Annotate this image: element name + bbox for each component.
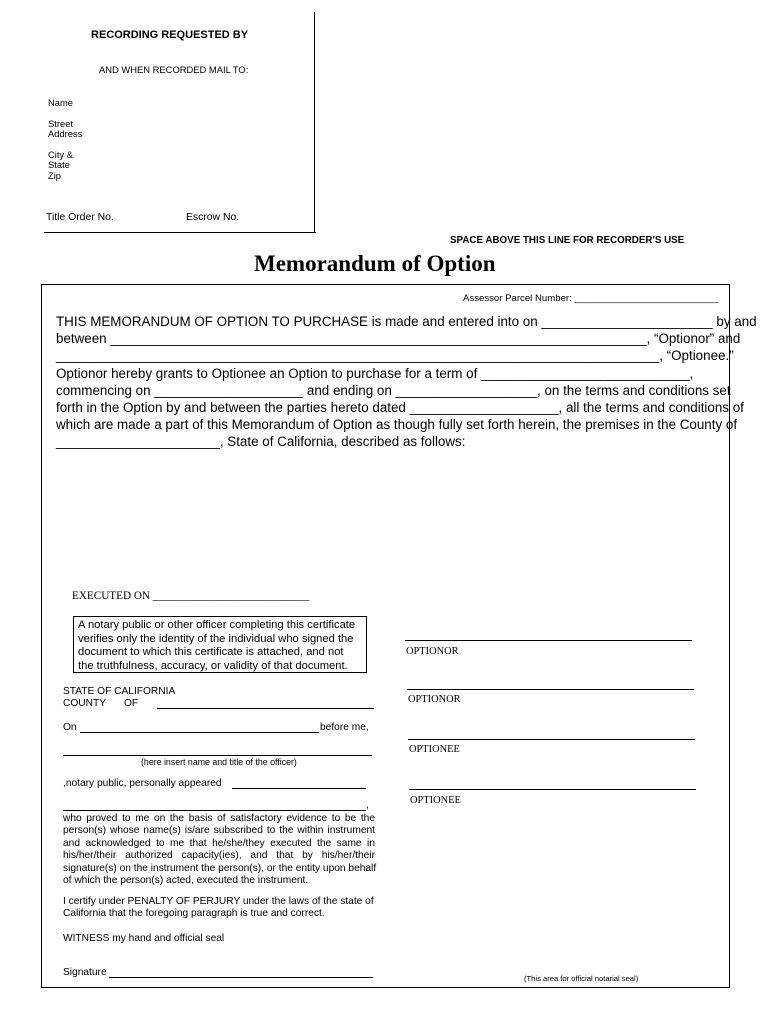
notice-line: document to which this certificate is attached, and not (78, 646, 344, 659)
proved-line: and acknowledged to me that he/she/they executed the same in (63, 837, 375, 849)
name-label: Name (48, 97, 74, 108)
escrow-label: Escrow No. (186, 212, 240, 223)
signer-name-line (63, 810, 366, 811)
optionee-1-signature-line (408, 739, 695, 740)
county-label: COUNTY (63, 698, 107, 709)
recorder-horizontal-divider (44, 232, 316, 233)
city-label: City & (48, 149, 74, 160)
notarial-seal-area: (This area for official notarial seal) (524, 974, 639, 983)
county-line (157, 708, 374, 709)
proved-line: signature(s) on the instrument the person(s), or the entity upon behalf (63, 862, 377, 874)
body-line: commencing on ____________________ and ending on ___________________, on the terms and conditions set (56, 382, 731, 398)
perjury-line: California that the foregoing paragraph is true and correct. (63, 908, 325, 920)
perjury-line: I certify under PENALTY OF PERJURY under the laws of the state of (63, 896, 374, 907)
zip-label: Zip (48, 170, 62, 181)
executed-on: EXECUTED ON ____________________________ (72, 590, 310, 602)
address-label: Address (48, 128, 83, 139)
notice-line: the truthfulness, accuracy, or validity of that document. (78, 659, 348, 672)
proved-paragraph (63, 813, 375, 887)
state-of-california: STATE OF CALIFORNIA (63, 686, 176, 697)
street-label: Street (48, 118, 74, 129)
title-order-label: Title Order No. (46, 212, 114, 223)
notice-line: A notary public or other officer completing this certificate (78, 619, 356, 631)
notary-notice-box (73, 616, 367, 673)
body-line: between ________________________________________________________________________, “Optionor” and (56, 331, 741, 347)
on-date-line (80, 732, 319, 733)
assessor-parcel-number: Assessor Parcel Number: ___________________________ (463, 293, 719, 304)
state-label: State (48, 159, 70, 170)
signature-label: Signature (63, 967, 107, 978)
perjury-paragraph (63, 896, 375, 921)
insert-name-hint: (here insert name and title of the officer) (141, 757, 297, 767)
proved-line: his/her/their authorized capacity(ies), and that by his/her/their (63, 850, 375, 862)
body-line: forth in the Option by and between the parties hereto dated ____________________, all the terms and conditions of (56, 400, 744, 416)
body-line: Optionor hereby grants to Optionee an Option to purchase for a term of ____________________________, (56, 365, 694, 381)
optionee-1-label: OPTIONEE (409, 744, 460, 755)
notary-signature-line (109, 977, 373, 978)
comma: , (366, 800, 369, 811)
document-title: Memorandum of Option (254, 251, 496, 276)
optionor-1-label: OPTIONOR (406, 646, 459, 657)
witness-statement: WITNESS my hand and official seal (63, 933, 225, 944)
optionor-2-label: OPTIONOR (408, 694, 461, 705)
recorder-vertical-divider (314, 12, 315, 232)
optionee-2-label: OPTIONEE (410, 795, 461, 806)
optionor-2-signature-line (407, 689, 694, 690)
optionee-2-signature-line (409, 789, 696, 790)
personally-appeared: ,notary public, personally appeared (63, 778, 222, 789)
body-line: ______________________, State of California, described as follows: (56, 434, 466, 450)
proved-line: who proved to me on the basis of satisfactory evidence to be the (63, 813, 375, 824)
optionor-1-signature-line (405, 640, 692, 641)
before-me-label: before me, (320, 722, 369, 733)
proved-line: person(s) whose name(s) is/are subscribed to the within instrument (63, 825, 375, 837)
recording-requested-by: RECORDING REQUESTED BY (91, 29, 249, 41)
officer-name-line (63, 755, 372, 756)
mail-to-label: AND WHEN RECORDED MAIL TO: (99, 64, 249, 75)
body-line: THIS MEMORANDUM OF OPTION TO PURCHASE is made and entered into on _______________________ by and (56, 314, 757, 329)
proved-line: of which the person(s) acted, executed the instrument. (63, 875, 309, 887)
recorder-space-notice: SPACE ABOVE THIS LINE FOR RECORDER'S USE (450, 235, 685, 246)
of-label: OF (124, 698, 139, 709)
notice-line: verifies only the identity of the individual who signed the (78, 632, 354, 645)
body-line: _________________________________________________________________________________, “Optionee.” (56, 348, 734, 364)
appeared-line (232, 788, 366, 789)
memorandum-body (56, 313, 757, 451)
body-line: which are made a part of this Memorandum of Option as though fully set forth herein, the premises in the County of (56, 417, 738, 433)
on-label: On (63, 722, 77, 733)
